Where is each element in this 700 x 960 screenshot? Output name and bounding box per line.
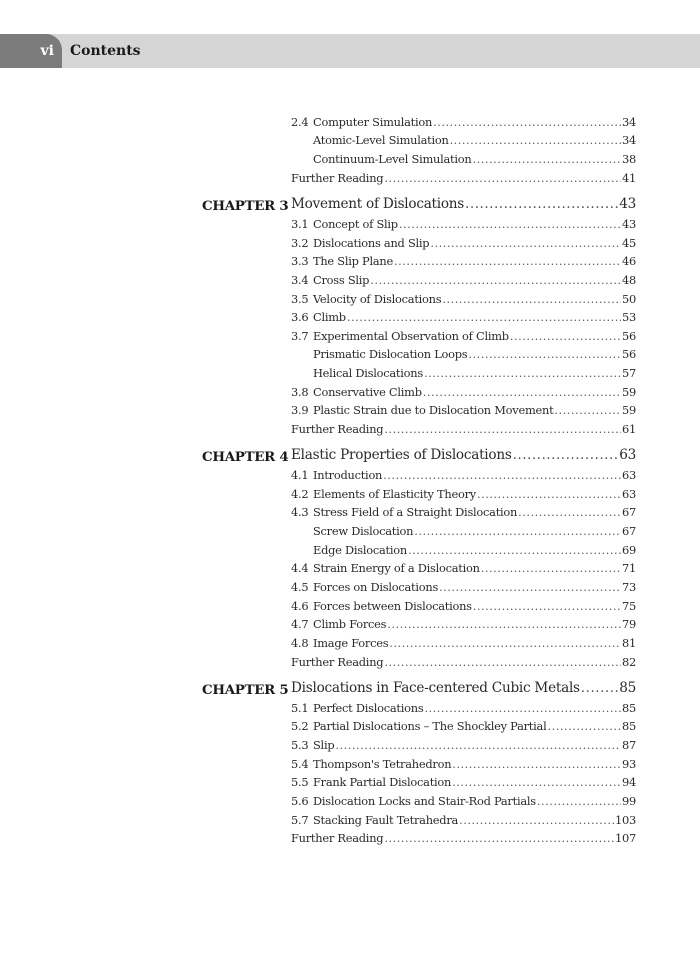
toc-entry-prismatic-dislocation-loops[interactable]: Prismatic Dislocation Loops ..... 56 xyxy=(313,347,636,365)
dot-leader xyxy=(554,403,621,417)
dot-leader xyxy=(472,152,621,166)
dot-leader xyxy=(452,775,621,789)
toc-entry-3-3[interactable]: 3.3 The Slip Plane ..... 46 xyxy=(291,254,636,272)
dot-leader xyxy=(452,757,621,771)
page-number: vi xyxy=(40,43,54,59)
page-number-tab xyxy=(0,34,62,68)
toc-entry-4-8[interactable]: 4.8 Image Forces ..... 81 xyxy=(291,636,636,654)
dot-leader xyxy=(408,543,621,557)
toc-entry-further-reading-ch4[interactable]: Further Reading ..... 82 xyxy=(291,655,636,673)
toc-entry-2-4[interactable]: 2.4 Computer Simulation ..... 34 xyxy=(291,115,636,133)
dot-leader xyxy=(473,599,621,613)
dot-leader xyxy=(468,347,621,361)
toc-entry-4-6[interactable]: 4.6 Forces between Dislocations ..... 75 xyxy=(291,599,636,617)
dot-leader xyxy=(384,831,614,845)
toc-entry-5-2[interactable]: 5.2 Partial Dislocations – The Shockley Partial ..... 85 xyxy=(291,719,636,737)
dot-leader xyxy=(439,580,621,594)
toc-entry-further-reading-ch2[interactable]: Further Reading ..... 41 xyxy=(291,171,636,189)
toc-entry-atomic-level-simulation[interactable]: Atomic-Level Simulation ..... 34 xyxy=(313,133,636,151)
dot-leader xyxy=(510,329,621,343)
dot-leader xyxy=(481,561,621,575)
toc-entry-3-8[interactable]: 3.8 Conservative Climb ..... 59 xyxy=(291,385,636,403)
toc-entry-3-4[interactable]: 3.4 Cross Slip ..... 48 xyxy=(291,273,636,291)
toc-entry-continuum-level-simulation[interactable]: Continuum-Level Simulation ..... 38 xyxy=(313,152,636,170)
toc-chapter-4[interactable]: Elastic Properties of Dislocations ..... 63 xyxy=(291,447,636,469)
dot-leader xyxy=(423,385,621,399)
dot-leader xyxy=(465,196,618,212)
dot-leader xyxy=(477,487,621,501)
toc-entry-5-3[interactable]: 5.3 Slip ..... 87 xyxy=(291,738,636,756)
toc-entry-further-reading-ch5[interactable]: Further Reading ..... 107 xyxy=(291,831,636,849)
toc-entry-5-1[interactable]: 5.1 Perfect Dislocations ..... 85 xyxy=(291,701,636,719)
toc-entry-5-4[interactable]: 5.4 Thompson's Tetrahedron ..... 93 xyxy=(291,757,636,775)
toc-entry-3-9[interactable]: 3.9 Plastic Strain due to Dislocation Movement ..... 59 xyxy=(291,403,636,421)
toc-entry-4-4[interactable]: 4.4 Strain Energy of a Dislocation ..... 71 xyxy=(291,561,636,579)
dot-leader xyxy=(394,254,621,268)
dot-leader xyxy=(384,655,621,669)
toc-chapter-5[interactable]: Dislocations in Face-centered Cubic Metals ..... 85 xyxy=(291,680,636,702)
toc-entry-helical-dislocations[interactable]: Helical Dislocations ..... 57 xyxy=(313,366,636,384)
toc-entry-3-1[interactable]: 3.1 Concept of Slip ..... 43 xyxy=(291,217,636,235)
toc-chapter-3[interactable]: Movement of Dislocations ..... 43 xyxy=(291,196,636,218)
dot-leader xyxy=(383,468,621,482)
toc-entry-3-5[interactable]: 3.5 Velocity of Dislocations ..... 50 xyxy=(291,292,636,310)
dot-leader xyxy=(387,617,621,631)
toc-entry-4-3[interactable]: 4.3 Stress Field of a Straight Dislocation ..... 67 xyxy=(291,505,636,523)
toc-entry-5-7[interactable]: 5.7 Stacking Fault Tetrahedra ..... 103 xyxy=(291,813,636,831)
dot-leader xyxy=(384,422,621,436)
toc-entry-5-6[interactable]: 5.6 Dislocation Locks and Stair-Rod Partials ..... 99 xyxy=(291,794,636,812)
dot-leader xyxy=(389,636,621,650)
chapter-5-label: CHAPTER 5 xyxy=(202,682,289,698)
toc-entry-edge-dislocation[interactable]: Edge Dislocation ..... 69 xyxy=(313,543,636,561)
dot-leader xyxy=(450,133,621,147)
dot-leader xyxy=(442,292,621,306)
dot-leader xyxy=(433,115,621,129)
dot-leader xyxy=(414,524,621,538)
toc-entry-3-7[interactable]: 3.7 Experimental Observation of Climb ..... 56 xyxy=(291,329,636,347)
dot-leader xyxy=(430,236,621,250)
dot-leader xyxy=(459,813,614,827)
dot-leader xyxy=(370,273,621,287)
toc-entry-3-2[interactable]: 3.2 Dislocations and Slip ..... 45 xyxy=(291,236,636,254)
toc-entry-5-5[interactable]: 5.5 Frank Partial Dislocation ..... 94 xyxy=(291,775,636,793)
dot-leader xyxy=(513,447,619,463)
toc-entry-further-reading-ch3[interactable]: Further Reading ..... 61 xyxy=(291,422,636,440)
dot-leader xyxy=(518,505,621,519)
toc-entry-4-5[interactable]: 4.5 Forces on Dislocations ..... 73 xyxy=(291,580,636,598)
dot-leader xyxy=(384,171,621,185)
chapter-3-label: CHAPTER 3 xyxy=(202,198,289,214)
dot-leader xyxy=(347,310,621,324)
dot-leader xyxy=(537,794,621,808)
toc-entry-screw-dislocation[interactable]: Screw Dislocation ..... 67 xyxy=(313,524,636,542)
running-header-title: Contents xyxy=(70,43,141,59)
dot-leader xyxy=(399,217,621,231)
dot-leader xyxy=(335,738,621,752)
toc-entry-4-2[interactable]: 4.2 Elements of Elasticity Theory ..... 63 xyxy=(291,487,636,505)
toc-entry-3-6[interactable]: 3.6 Climb ..... 53 xyxy=(291,310,636,328)
toc-entry-4-1[interactable]: 4.1 Introduction ..... 63 xyxy=(291,468,636,486)
chapter-4-label: CHAPTER 4 xyxy=(202,449,289,465)
dot-leader xyxy=(581,680,618,696)
dot-leader xyxy=(547,719,621,733)
dot-leader xyxy=(424,366,621,380)
dot-leader xyxy=(424,701,621,715)
toc-entry-4-7[interactable]: 4.7 Climb Forces ..... 79 xyxy=(291,617,636,635)
